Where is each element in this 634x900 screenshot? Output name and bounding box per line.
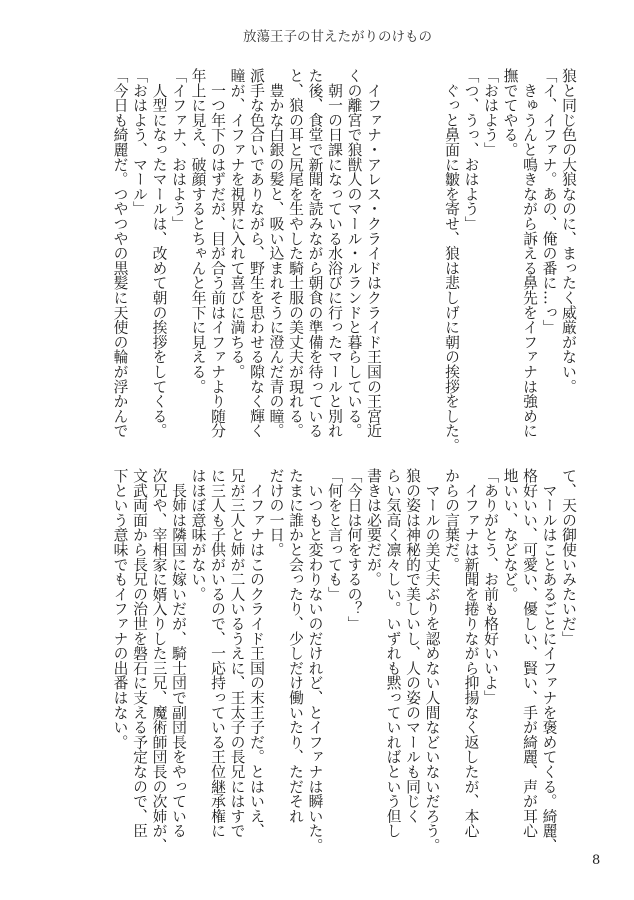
text-line: マールはことあるごとにイファナを褒めてくる。綺麗、 [540,468,558,853]
text-line: と、狼の耳と尻尾を生やした騎士服の美丈夫が現れる。 [287,68,304,438]
text-line: 長姉は隣国に嫁いだが、騎士団で副団長をやっている [170,468,187,838]
text-line: 狼と同じ色の大狼なのに、まったく威厳がない。 [560,68,577,394]
text-line: きゅうんと鳴きながら訴える鼻先をイファナは強めに [521,68,538,438]
text-line: 豊かな白銀の髪と、吸い込まれそうに澄んだ青の瞳。 [267,68,285,438]
text-line: イファナ・アレス・クライドはクライド王国の王宮近 [365,68,382,438]
text-line: に三人も子供がいるので、一応持っている王位継承権に [209,468,226,838]
text-line: はほぼ意味がない。 [189,468,207,602]
text-line: いつもと変わりないのだけれど、とイファナは瞬いた。 [306,468,324,853]
text-line: くの離宮で狼獣人のマール・ルランドと暮らしている。 [345,68,363,438]
text-line: からの言葉だ。 [443,468,460,572]
text-line: 「おはよう、マール」 [131,68,148,216]
text-line: 次兄や、宰相家に婿入りした三兄、魔術師団長の次姉が、 [150,468,168,853]
text-line: 「今日は何をするの？」 [345,468,363,631]
scene-break-blank-line [422,68,442,443]
text-line: だけの一日。 [267,468,285,557]
text-line: 兄が三人と姉が二人いるうえに、王太子の長兄にはすで [228,468,246,838]
text-line: 人型になったマールは、改めて朝の挨拶をしてくる。 [150,68,168,438]
text-line: 一つ年下のはずだが、目が合う前はイファナより随分 [209,68,226,438]
text-line: 文武両面から長兄の治世を磐石に支える予定なので、臣 [131,468,148,838]
text-line: 下という意味でもイファナの出番はない。 [111,468,129,750]
text-line: 「おはよう」 [482,68,499,157]
text-line: たまに誰かと会ったり、少しだけ働いたり、ただそれ [287,468,304,824]
page-number: 8 [592,853,601,868]
text-line: 「イ、イファナ。あの、俺の番に…っ」 [540,68,558,335]
text-line: た後、食堂で新聞を読みながら朝食の準備を待っている [306,68,324,438]
text-line: 瞳が、イファナを視界に入れて喜びに満ちる。 [228,68,246,379]
text-line: 「つ、うっ、おはよう」 [462,68,480,231]
text-line: 朝一の日課になっている水浴びに行ったマールと別れ [326,68,343,438]
text-line: 「ありがとう、お前も格好いいよ」 [482,468,499,705]
text-line: て、天の御使いみたいだ」 [560,468,577,646]
text-line: 「イファナ、おはよう」 [170,68,187,231]
running-head-title: 放蕩王子の甘えたがりのけもの [243,29,432,45]
text-line: イファナはこのクライド王国の末王子だ。とはいえ、 [248,468,265,838]
text-line: 狼の姿は神秘的で美しいし、人の姿のマールも同じく [404,468,421,824]
text-line: 地いい、などなど。 [501,468,519,602]
text-line: 年上に見え、破顔するとちゃんと年下に見える。 [189,68,207,394]
text-line: 派手な色合いでありながら、野生を思わせる隙なく輝く [248,68,265,438]
text-line: 書きは必要だが。 [365,468,382,587]
text-line: 撫でてやる。 [501,68,519,157]
text-line: 「何をと言っても」 [326,468,343,602]
text-line: ぐっと鼻面に皺を寄せ、狼は悲しげに朝の挨拶をした。 [443,68,460,453]
text-line: 「今日も綺麗だ。つやつやの黒髪に天使の輪が浮かんで [111,68,129,438]
text-line: 格好いい、可愛い、優しい、賢い、手が綺麗、声が耳心 [521,468,538,838]
text-line: マールの美丈夫ぶりを認めない人間などいないだろう。 [423,468,441,853]
scene-break-blank-line [403,68,423,443]
lower-text-tier [110,468,578,853]
text-line: イファナは新聞を捲りながら抑揚なく返したが、本心 [462,468,480,838]
upper-text-tier [110,68,578,453]
scene-break-blank-line [383,68,403,443]
text-line: らい気高く凛々しい。いずれも黙っていればという但し [384,468,402,838]
